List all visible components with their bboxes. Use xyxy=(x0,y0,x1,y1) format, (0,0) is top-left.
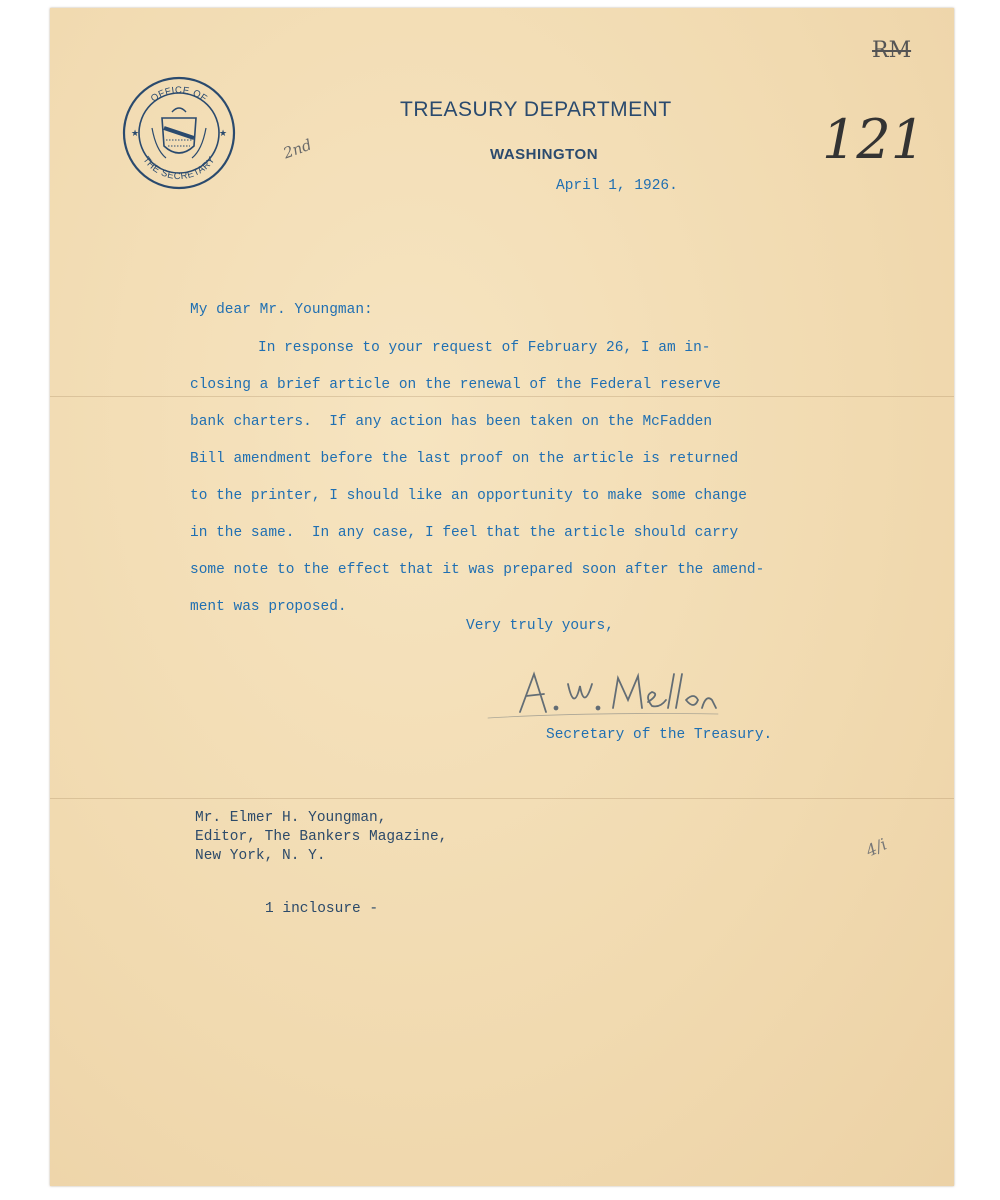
letterhead-department: TREASURY DEPARTMENT xyxy=(400,98,672,121)
recipient-line: Editor, The Bankers Magazine, xyxy=(195,829,448,845)
svg-text:THE SECRETARY xyxy=(140,154,217,182)
signature-image xyxy=(468,664,728,724)
margin-mark: 4/i xyxy=(862,834,890,861)
svg-text:OFFICE OF xyxy=(149,85,209,105)
body-line: ment was proposed. xyxy=(190,599,347,615)
body-line: some note to the effect that it was prepared soon after the amend- xyxy=(190,562,765,578)
letter-date: April 1, 1926. xyxy=(556,178,678,194)
treasury-seal-icon xyxy=(122,76,236,190)
svg-text:★: ★ xyxy=(219,129,228,139)
seal-bottom-text: THE SECRETARY xyxy=(140,154,218,183)
body-line: in the same. In any case, I feel that the article should carry xyxy=(190,525,739,541)
body-line: closing a brief article on the renewal of the Federal reserve xyxy=(190,377,721,393)
recipient-line: New York, N. Y. xyxy=(195,848,326,864)
closing: Very truly yours, xyxy=(466,618,614,634)
signer-title: Secretary of the Treasury. xyxy=(546,727,773,743)
enclosure-note: 1 inclosure - xyxy=(265,901,379,917)
fold-line xyxy=(50,798,954,799)
seal-top-text: OFFICE OF xyxy=(148,84,210,105)
fold-line xyxy=(50,396,954,397)
body-line: to the printer, I should like an opportunity to make some change xyxy=(190,488,747,504)
letterhead-city: WASHINGTON xyxy=(490,146,599,163)
svg-text:★: ★ xyxy=(131,129,140,139)
top-right-mark: RM xyxy=(872,38,912,63)
recipient-line: Mr. Elmer H. Youngman, xyxy=(195,810,387,826)
body-line: In response to your request of February 26, I am in- xyxy=(258,340,711,356)
salutation: My dear Mr. Youngman: xyxy=(190,302,373,318)
body-line: bank charters. If any action has been taken on the McFadden xyxy=(190,414,713,430)
pencil-note: 2nd xyxy=(280,135,315,163)
body-line: Bill amendment before the last proof on the article is returned xyxy=(190,451,739,467)
page-number-annotation: 121 xyxy=(822,108,926,171)
